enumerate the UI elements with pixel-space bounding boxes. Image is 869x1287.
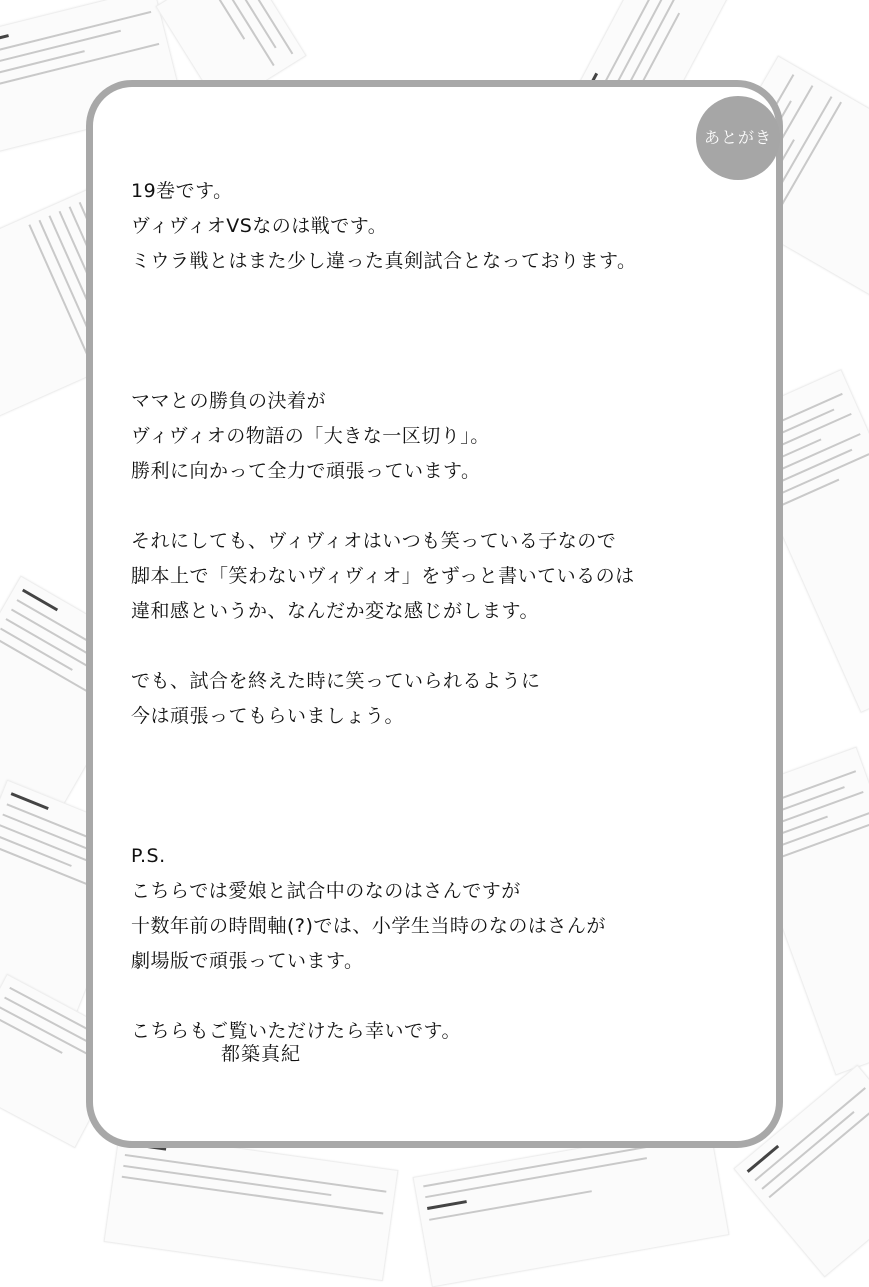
paragraph-gap bbox=[131, 979, 731, 1014]
body-line: 今は頑張ってもらいましょう。 bbox=[131, 705, 405, 727]
afterword-body bbox=[131, 174, 731, 1049]
body-line: ママとの勝負の決着が bbox=[131, 390, 327, 412]
paragraph-gap bbox=[131, 279, 731, 384]
script-page-decoration bbox=[104, 1131, 399, 1281]
author-signature: 都築真紀 bbox=[221, 1043, 302, 1065]
body-line: こちらもご覧いただけたら幸いです。 bbox=[131, 1020, 461, 1042]
body-line: ミウラ戦とはまた少し違った真剣試合となっております。 bbox=[131, 250, 637, 272]
body-line: 勝利に向かって全力で頑張っています。 bbox=[131, 460, 481, 482]
body-line: P.S. bbox=[131, 845, 166, 867]
paragraph-gap bbox=[131, 489, 731, 524]
body-line: ヴィヴィオの物語の「大きな一区切り」。 bbox=[131, 425, 490, 447]
body-line: 脚本上で「笑わないヴィヴィオ」をずっと書いているのは bbox=[131, 565, 635, 587]
script-page-decoration bbox=[413, 1125, 730, 1287]
afterword-badge: あとがき bbox=[696, 96, 780, 180]
body-line: 十数年前の時間軸(?)では、小学生当時のなのはさんが bbox=[131, 915, 606, 937]
body-line: それにしても、ヴィヴィオはいつも笑っている子なので bbox=[131, 530, 617, 552]
body-line: 違和感というか、なんだか変な感じがします。 bbox=[131, 600, 539, 622]
body-line: こちらでは愛娘と試合中のなのはさんですが bbox=[131, 880, 521, 902]
body-line: 劇場版で頑張っています。 bbox=[131, 950, 364, 972]
body-line: でも、試合を終えた時に笑っていられるように bbox=[131, 670, 541, 692]
body-line: ヴィヴィオVSなのは戦です。 bbox=[131, 215, 388, 237]
paragraph-gap bbox=[131, 629, 731, 664]
body-line: 19巻です。 bbox=[131, 180, 233, 202]
paragraph-gap bbox=[131, 734, 731, 839]
